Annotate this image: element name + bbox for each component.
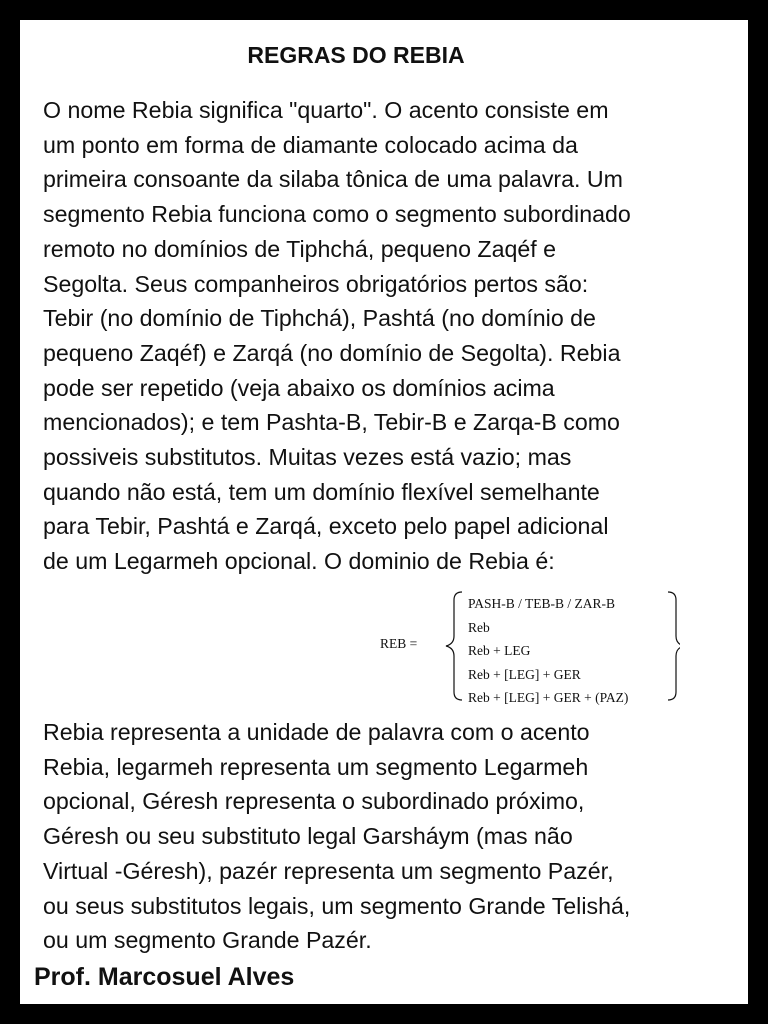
text-line: O nome Rebia significa "quarto". O acento consiste em [43,97,609,123]
text-line: um ponto em forma de diamante colocado acima da [43,131,578,158]
text-line: opcional, Géresh representa o subordinado próximo, [43,788,585,815]
text-line: ou um segmento Grande Pazér. [43,927,372,954]
text-line: pequeno Zaqéf) e Zarqá (no domínio de Segolta). Rebia [43,339,621,366]
text-line: para Tebir, Pashtá e Zarqá, exceto pelo papel adicional [43,513,609,540]
text-line: Rebia representa a unidade de palavra com o acento [43,719,590,745]
paragraph-intro [43,93,743,579]
text-line: de um Legarmeh opcional. O dominio de Rebia é: [43,548,555,575]
text-line: Rebia, legarmeh representa um segmento Legarmeh [43,753,589,780]
text-line: Virtual -Géresh), pazér representa um segmento Pazér, [43,857,614,884]
text-line: ou seus substitutos legais, um segmento Grande Telishá, [43,892,631,919]
text-line: possiveis substitutos. Muitas vezes está vazio; mas [43,444,572,471]
formula-option: Reb + [LEG] + GER [468,666,581,682]
paragraph-explanation [43,715,743,958]
formula-label: REB = [380,636,418,651]
text-line: segmento Rebia funciona como o segmento subordinado [43,201,631,228]
formula-option: PASH-B / TEB-B / ZAR-B [468,596,616,611]
text-line: Tebir (no domínio de Tiphchá), Pashtá (no domínio de [43,305,596,332]
text-line: mencionados); e tem Pashta-B, Tebir-B e Zarqa-B como [43,409,620,436]
text-line: pode ser repetido (veja abaixo os domínios acima [43,374,555,401]
formula-option: Reb [468,619,490,635]
author-name: Prof. Marcosuel Alves [34,963,295,991]
text-line: remoto no domínios de Tiphchá, pequeno Zaqéf e [43,235,557,262]
text-line: Segolta. Seus companheiros obrigatórios pertos são: [43,270,589,297]
domain-formula [380,588,680,706]
text-line: Géresh ou seu substituto legal Garsháym (mas não [43,823,573,850]
formula-option: Reb + [LEG] + GER + (PAZ) [468,690,629,705]
formula-option: Reb + LEG [468,643,531,658]
text-line: primeira consoante da silaba tônica de uma palavra. Um [43,166,623,193]
text-line: quando não está, tem um domínio flexível semelhante [43,478,600,505]
document-page [20,20,748,1004]
formula-options [468,592,628,710]
page-title: REGRAS DO REBIA [247,42,465,68]
